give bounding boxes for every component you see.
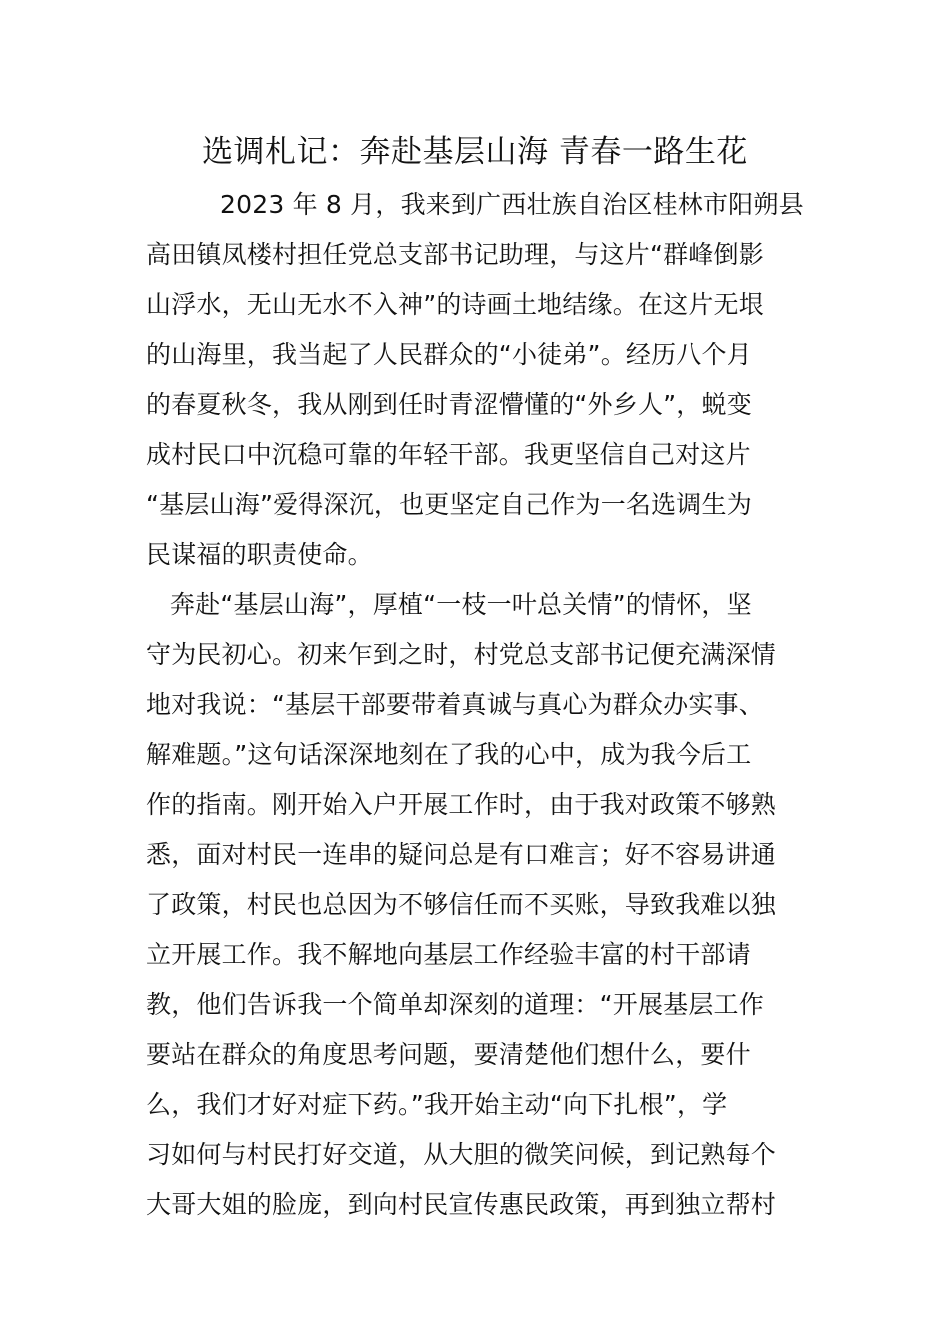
paragraph-line: 奔赴“基层山海”，厚植“一枝一叶总关情”的情怀，坚: [170, 590, 752, 619]
paragraph-line: “基层山海”爱得深沉，也更坚定自己作为一名选调生为: [146, 490, 752, 519]
paragraph-line: 守为民初心。初来乍到之时，村党总支部书记便充满深情: [146, 640, 777, 669]
paragraph-line: 2023 年 8 月，我来到广西壮族自治区桂林市阳朔县: [220, 190, 804, 219]
paragraph-line: 山浮水，无山无水不入神”的诗画土地结缘。在这片无垠: [146, 290, 764, 319]
paragraph-line: 的春夏秋冬，我从刚到任时青涩懵懂的“外乡人”，蜕变: [146, 390, 752, 419]
paragraph-line: 成村民口中沉稳可靠的年轻干部。我更坚信自己对这片: [146, 440, 751, 469]
paragraph-line: 作的指南。刚开始入户开展工作时，由于我对政策不够熟: [146, 790, 777, 819]
paragraph-line: 高田镇凤楼村担任党总支部书记助理，与这片“群峰倒影: [146, 240, 764, 269]
paragraph-line: 解难题。”这句话深深地刻在了我的心中，成为我今后工: [146, 740, 752, 769]
paragraph-line: 立开展工作。我不解地向基层工作经验丰富的村干部请: [146, 940, 751, 969]
paragraph-line: 要站在群众的角度思考问题，要清楚他们想什么，要什: [146, 1040, 751, 1069]
paragraph-line: 大哥大姐的脸庞，到向村民宣传惠民政策，再到独立帮村: [146, 1190, 777, 1219]
paragraph-line: 教，他们告诉我一个简单却深刻的道理：“开展基层工作: [146, 990, 764, 1019]
paragraph-line: 习如何与村民打好交道，从大胆的微笑问候，到记熟每个: [146, 1140, 777, 1169]
paragraph-line: 地对我说：“基层干部要带着真诚与真心为群众办实事、: [146, 690, 764, 719]
paragraph-line: 悉，面对村民一连串的疑问总是有口难言；好不容易讲通: [146, 840, 777, 869]
paragraph-line: 了政策，村民也总因为不够信任而不买账，导致我难以独: [146, 890, 777, 919]
paragraph-line: 民谋福的职责使命。: [146, 540, 373, 569]
document-title: 选调札记：奔赴基层山海 青春一路生花: [202, 134, 748, 170]
paragraph-line: 么，我们才好对症下药。”我开始主动“向下扎根”，学: [146, 1090, 728, 1119]
paragraph-line: 的山海里，我当起了人民群众的“小徒弟”。经历八个月: [146, 340, 752, 369]
